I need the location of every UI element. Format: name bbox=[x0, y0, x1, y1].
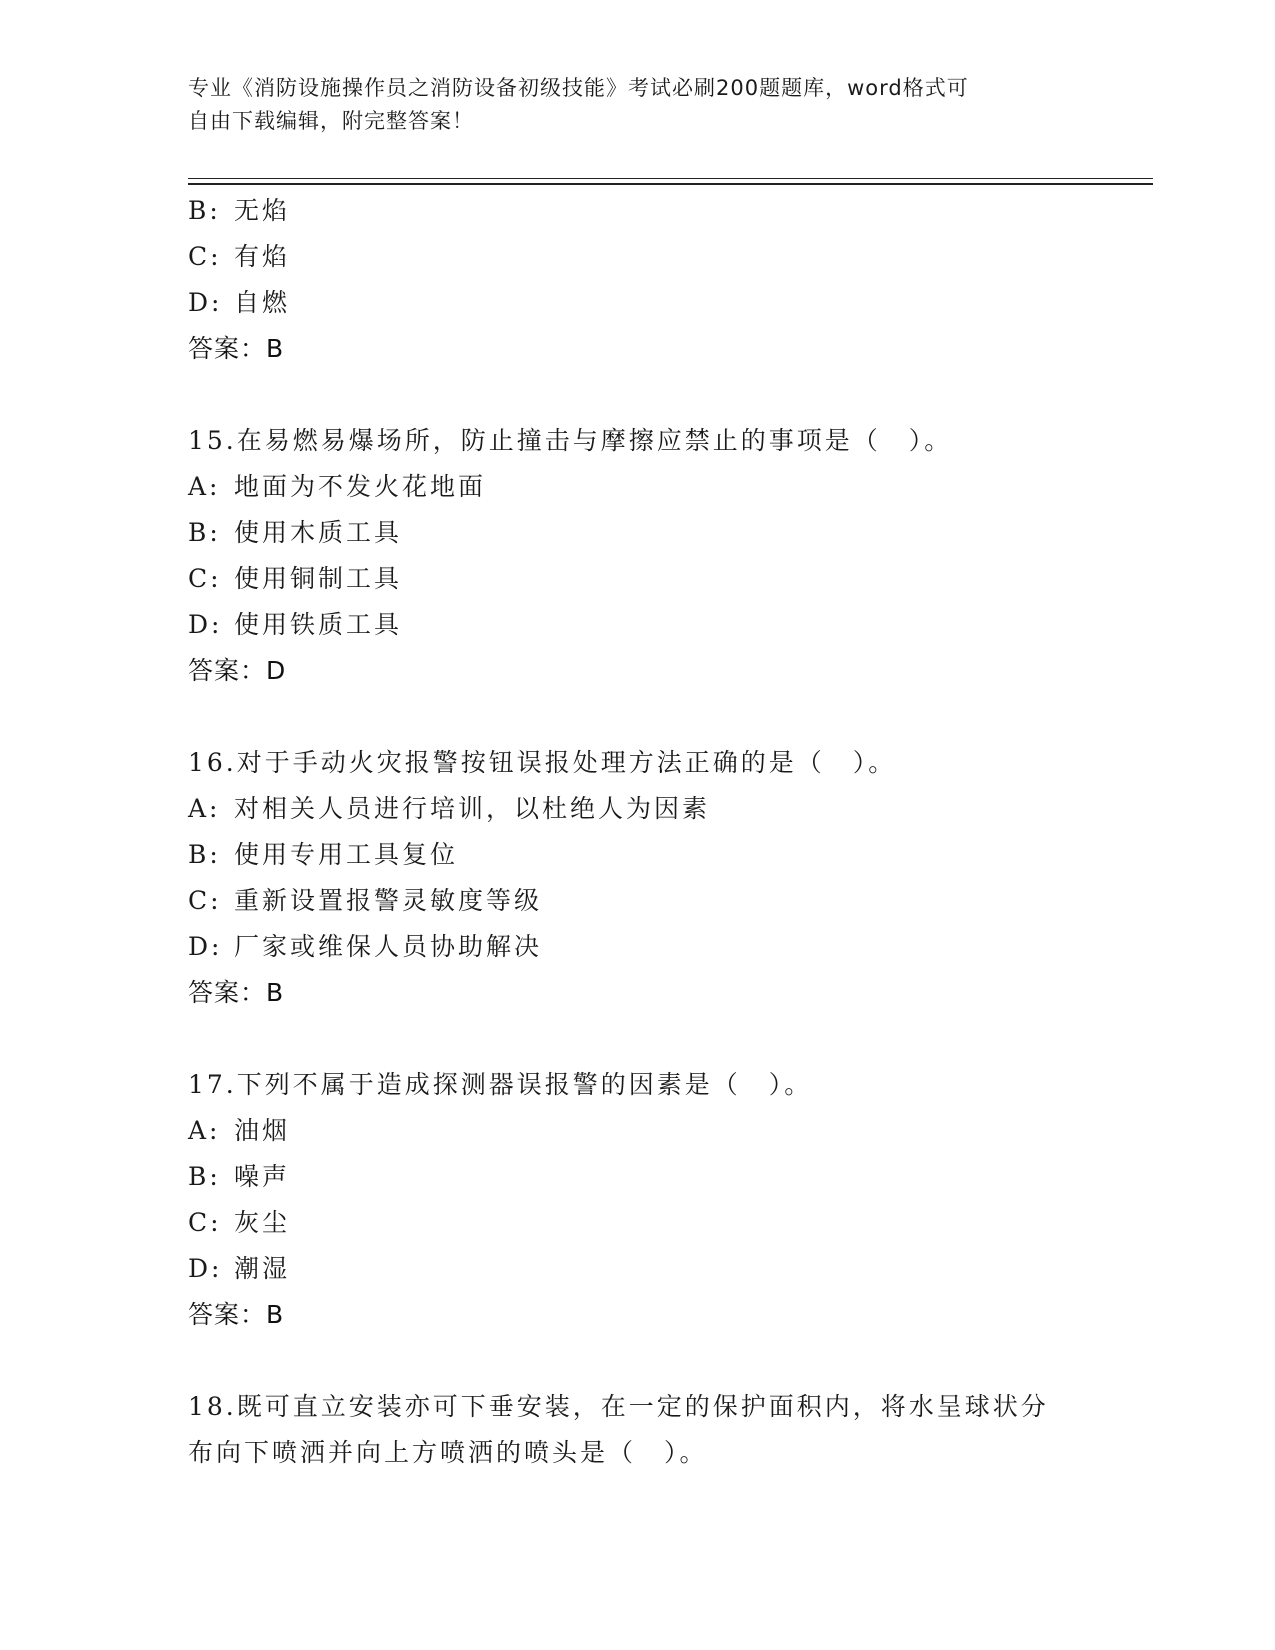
option-text: 厂家或维保人员协助解决 bbox=[234, 932, 543, 961]
option-b bbox=[188, 832, 1088, 878]
option-text: 使用铜制工具 bbox=[234, 564, 403, 593]
option-letter: B: bbox=[188, 196, 221, 225]
header-rule-thin bbox=[188, 178, 1153, 179]
document-header bbox=[188, 72, 1068, 138]
option-d bbox=[188, 280, 1088, 326]
option-a bbox=[188, 1108, 1088, 1154]
option-letter: C: bbox=[188, 1208, 222, 1237]
spacer bbox=[188, 1016, 1088, 1062]
option-letter: C: bbox=[188, 242, 222, 271]
question-stem: 16.对于手动火灾报警按钮误报处理方法正确的是（ ）。 bbox=[188, 748, 897, 777]
option-a bbox=[188, 464, 1088, 510]
option-text: 使用专用工具复位 bbox=[234, 840, 459, 869]
option-b bbox=[188, 188, 1088, 234]
option-letter: A: bbox=[188, 1116, 221, 1145]
option-text: 地面为不发火花地面 bbox=[234, 472, 487, 501]
option-text: 使用铁质工具 bbox=[234, 610, 403, 639]
answer-line: 答案：B bbox=[188, 334, 285, 363]
header-line-1: 专业《消防设施操作员之消防设备初级技能》考试必刷200题题库，word格式可 bbox=[188, 76, 969, 100]
option-c bbox=[188, 1200, 1088, 1246]
option-text: 重新设置报警灵敏度等级 bbox=[234, 886, 543, 915]
option-text: 无焰 bbox=[234, 196, 291, 225]
answer-line: 答案：B bbox=[188, 978, 285, 1007]
option-text: 灰尘 bbox=[234, 1208, 291, 1237]
question-16 bbox=[188, 740, 1088, 1016]
option-letter: A: bbox=[188, 794, 221, 823]
answer-line: 答案：B bbox=[188, 1300, 285, 1329]
question-stem-line-2: 布向下喷洒并向上方喷洒的喷头是（ ）。 bbox=[188, 1438, 708, 1467]
option-c bbox=[188, 878, 1088, 924]
option-b bbox=[188, 510, 1088, 556]
header-line-2: 自由下载编辑，附完整答案！ bbox=[188, 109, 474, 133]
question-17 bbox=[188, 1062, 1088, 1338]
option-letter: D: bbox=[188, 288, 223, 317]
option-text: 有焰 bbox=[234, 242, 291, 271]
option-letter: B: bbox=[188, 1162, 221, 1191]
option-text: 油烟 bbox=[234, 1116, 291, 1145]
option-letter: D: bbox=[188, 1254, 223, 1283]
question-14-continued bbox=[188, 188, 1088, 372]
option-text: 潮湿 bbox=[234, 1254, 291, 1283]
question-stem-line-1: 18.既可直立安装亦可下垂安装，在一定的保护面积内，将水呈球状分 bbox=[188, 1392, 1049, 1421]
answer-line: 答案：D bbox=[188, 656, 287, 685]
option-letter: C: bbox=[188, 564, 222, 593]
question-15 bbox=[188, 418, 1088, 694]
option-b bbox=[188, 1154, 1088, 1200]
header-rule-thick bbox=[188, 183, 1153, 185]
option-d bbox=[188, 602, 1088, 648]
spacer bbox=[188, 372, 1088, 418]
option-letter: D: bbox=[188, 610, 223, 639]
option-text: 自燃 bbox=[234, 288, 291, 317]
option-a bbox=[188, 786, 1088, 832]
question-stem: 17.下列不属于造成探测器误报警的因素是（ ）。 bbox=[188, 1070, 813, 1099]
option-text: 使用木质工具 bbox=[234, 518, 403, 547]
option-letter: D: bbox=[188, 932, 223, 961]
question-18 bbox=[188, 1384, 1088, 1476]
spacer bbox=[188, 694, 1088, 740]
question-list bbox=[188, 188, 1088, 1476]
option-c bbox=[188, 234, 1088, 280]
option-text: 噪声 bbox=[234, 1162, 291, 1191]
option-d bbox=[188, 924, 1088, 970]
option-c bbox=[188, 556, 1088, 602]
option-d bbox=[188, 1246, 1088, 1292]
option-letter: A: bbox=[188, 472, 221, 501]
option-text: 对相关人员进行培训，以杜绝人为因素 bbox=[234, 794, 711, 823]
question-stem: 15.在易燃易爆场所，防止撞击与摩擦应禁止的事项是（ ）。 bbox=[188, 426, 953, 455]
option-letter: B: bbox=[188, 840, 221, 869]
spacer bbox=[188, 1338, 1088, 1384]
option-letter: B: bbox=[188, 518, 221, 547]
option-letter: C: bbox=[188, 886, 222, 915]
